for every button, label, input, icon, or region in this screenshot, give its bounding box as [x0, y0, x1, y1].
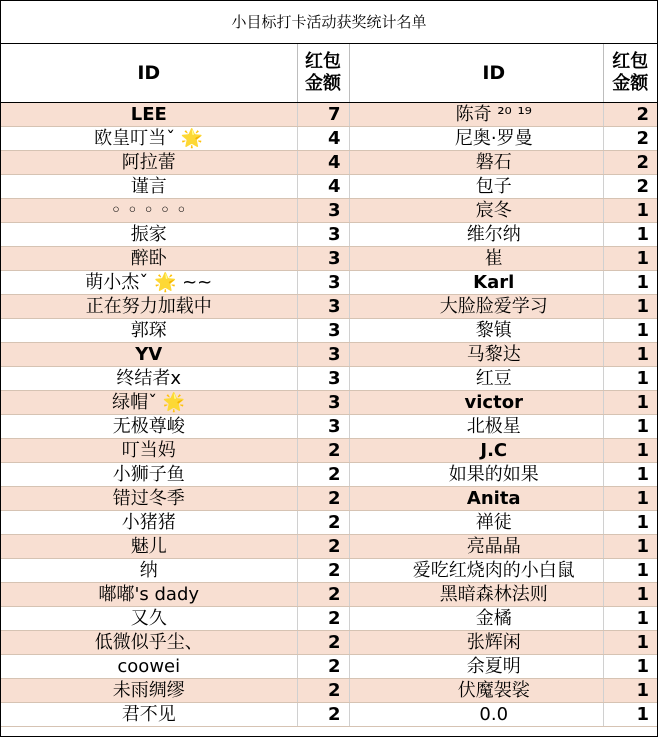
right-name-cell: 红豆 — [385, 367, 603, 391]
table-row — [1, 199, 657, 223]
left-amount-cell: 2 — [297, 607, 349, 631]
right-name-cell: 如果的如果 — [385, 463, 603, 487]
left-amount-cell: 2 — [297, 655, 349, 679]
header-amount-left-line2: 金额 — [305, 73, 341, 94]
left-name-cell: 魅儿 — [1, 535, 297, 559]
left-amount-cell: 3 — [297, 343, 349, 367]
gap-cell — [349, 127, 385, 151]
table-row — [1, 151, 657, 175]
table-row — [1, 679, 657, 703]
left-name-cell: 谨言 — [1, 175, 297, 199]
table-row — [1, 391, 657, 415]
left-amount-cell: 3 — [297, 223, 349, 247]
header-amount-left — [297, 44, 349, 103]
right-name-cell: 崔 — [385, 247, 603, 271]
left-amount-cell: 3 — [297, 199, 349, 223]
gap-cell — [349, 343, 385, 367]
left-name-cell: YV — [1, 343, 297, 367]
right-name-cell: 黎镇 — [385, 319, 603, 343]
left-name-cell: 小猪猪 — [1, 511, 297, 535]
left-name-cell: 终结者x — [1, 367, 297, 391]
table-row — [1, 439, 657, 463]
left-name-cell: 阿拉蕾 — [1, 151, 297, 175]
right-name-cell: 包子 — [385, 175, 603, 199]
gap-cell — [349, 319, 385, 343]
gap-cell — [349, 655, 385, 679]
right-amount-cell: 1 — [603, 439, 657, 463]
right-amount-cell: 2 — [603, 103, 657, 127]
left-name-cell: 又久 — [1, 607, 297, 631]
left-amount-cell: 2 — [297, 559, 349, 583]
right-name-cell: 张辉闲 — [385, 631, 603, 655]
gap-cell — [349, 415, 385, 439]
table-row — [1, 175, 657, 199]
right-name-cell: Karl — [385, 271, 603, 295]
right-name-cell: 金橘 — [385, 607, 603, 631]
left-name-cell: 绿帽ˇ 🌟 — [1, 391, 297, 415]
gap-cell — [349, 703, 385, 727]
left-amount-cell: 3 — [297, 391, 349, 415]
gap-cell — [349, 199, 385, 223]
left-amount-cell: 4 — [297, 127, 349, 151]
left-amount-cell: 3 — [297, 271, 349, 295]
right-amount-cell: 1 — [603, 487, 657, 511]
left-name-cell: 小狮子鱼 — [1, 463, 297, 487]
left-amount-cell: 2 — [297, 679, 349, 703]
table-row — [1, 103, 657, 127]
right-amount-cell: 1 — [603, 679, 657, 703]
gap-cell — [349, 439, 385, 463]
right-amount-cell: 1 — [603, 199, 657, 223]
left-name-cell: 萌小杰ˇ 🌟 ~~ — [1, 271, 297, 295]
right-name-cell: 马黎达 — [385, 343, 603, 367]
header-amount-right — [603, 44, 657, 103]
right-amount-cell: 2 — [603, 127, 657, 151]
right-amount-cell: 1 — [603, 295, 657, 319]
table-row — [1, 607, 657, 631]
right-amount-cell: 1 — [603, 655, 657, 679]
table-row — [1, 655, 657, 679]
table-row — [1, 583, 657, 607]
right-name-cell: J.C — [385, 439, 603, 463]
gap-cell — [349, 607, 385, 631]
left-amount-cell: 3 — [297, 319, 349, 343]
right-name-cell: 北极星 — [385, 415, 603, 439]
gap-cell — [349, 295, 385, 319]
header-gap — [349, 44, 385, 103]
left-amount-cell: 2 — [297, 463, 349, 487]
left-amount-cell: 2 — [297, 487, 349, 511]
right-name-cell: 尼奥·罗曼 — [385, 127, 603, 151]
table-row — [1, 367, 657, 391]
left-name-cell: 纳 — [1, 559, 297, 583]
left-name-cell: ◦ ◦ ◦ ◦ ◦ — [1, 199, 297, 223]
left-amount-cell: 7 — [297, 103, 349, 127]
left-amount-cell: 4 — [297, 175, 349, 199]
table-row — [1, 319, 657, 343]
gap-cell — [349, 391, 385, 415]
right-amount-cell: 1 — [603, 343, 657, 367]
table-row — [1, 487, 657, 511]
header-id-left: ID — [1, 44, 297, 103]
right-name-cell: 亮晶晶 — [385, 535, 603, 559]
left-amount-cell: 4 — [297, 151, 349, 175]
left-amount-cell: 3 — [297, 295, 349, 319]
header-amount-right-line1: 红包 — [612, 51, 649, 72]
right-name-cell: 宸冬 — [385, 199, 603, 223]
left-amount-cell: 2 — [297, 535, 349, 559]
sheet-title: 小目标打卡活动获奖统计名单 — [1, 1, 657, 44]
right-amount-cell: 1 — [603, 223, 657, 247]
right-amount-cell: 1 — [603, 631, 657, 655]
left-name-cell: 未雨绸缪 — [1, 679, 297, 703]
right-name-cell: 磐石 — [385, 151, 603, 175]
left-name-cell: 无极尊峻 — [1, 415, 297, 439]
gap-cell — [349, 535, 385, 559]
right-amount-cell: 1 — [603, 703, 657, 727]
left-name-cell: 欧皇叮当ˇ 🌟 — [1, 127, 297, 151]
gap-cell — [349, 271, 385, 295]
right-amount-cell: 1 — [603, 463, 657, 487]
table-row — [1, 559, 657, 583]
left-name-cell: 低微似乎尘、 — [1, 631, 297, 655]
left-amount-cell: 2 — [297, 583, 349, 607]
gap-cell — [349, 583, 385, 607]
table-row — [1, 631, 657, 655]
right-name-cell: victor — [385, 391, 603, 415]
right-name-cell: 禅徒 — [385, 511, 603, 535]
left-name-cell: LEE — [1, 103, 297, 127]
gap-cell — [349, 463, 385, 487]
table-row — [1, 703, 657, 727]
table-body — [1, 103, 657, 727]
left-name-cell: coowei — [1, 655, 297, 679]
gap-cell — [349, 559, 385, 583]
right-amount-cell: 1 — [603, 607, 657, 631]
right-name-cell: 陈奇 ²⁰ ¹⁹ — [385, 103, 603, 127]
gap-cell — [349, 631, 385, 655]
right-amount-cell: 1 — [603, 271, 657, 295]
left-name-cell: 郭琛 — [1, 319, 297, 343]
header-amount-right-line2: 金额 — [612, 73, 649, 94]
gap-cell — [349, 103, 385, 127]
gap-cell — [349, 367, 385, 391]
right-amount-cell: 1 — [603, 247, 657, 271]
table-row — [1, 271, 657, 295]
table-row — [1, 535, 657, 559]
right-name-cell: 余夏明 — [385, 655, 603, 679]
left-name-cell: 振家 — [1, 223, 297, 247]
left-name-cell: 叮当妈 — [1, 439, 297, 463]
left-name-cell: 嘟嘟's dady — [1, 583, 297, 607]
right-name-cell: 伏魔袈裟 — [385, 679, 603, 703]
right-amount-cell: 1 — [603, 583, 657, 607]
right-name-cell: Anita — [385, 487, 603, 511]
table-row — [1, 463, 657, 487]
right-amount-cell: 1 — [603, 511, 657, 535]
left-amount-cell: 2 — [297, 703, 349, 727]
gap-cell — [349, 487, 385, 511]
gap-cell — [349, 175, 385, 199]
left-name-cell: 错过冬季 — [1, 487, 297, 511]
left-amount-cell: 2 — [297, 439, 349, 463]
table-row — [1, 295, 657, 319]
right-amount-cell: 1 — [603, 535, 657, 559]
right-amount-cell: 2 — [603, 151, 657, 175]
gap-cell — [349, 151, 385, 175]
table-row — [1, 223, 657, 247]
table-row — [1, 127, 657, 151]
gap-cell — [349, 223, 385, 247]
table-row — [1, 247, 657, 271]
right-name-cell: 大脸脸爱学习 — [385, 295, 603, 319]
award-table — [1, 44, 657, 727]
left-amount-cell: 2 — [297, 631, 349, 655]
left-name-cell: 正在努力加载中 — [1, 295, 297, 319]
header-id-right: ID — [385, 44, 603, 103]
header-row — [1, 44, 657, 103]
table-row — [1, 343, 657, 367]
right-name-cell: 维尔纳 — [385, 223, 603, 247]
left-amount-cell: 3 — [297, 415, 349, 439]
gap-cell — [349, 679, 385, 703]
left-amount-cell: 3 — [297, 247, 349, 271]
right-amount-cell: 1 — [603, 559, 657, 583]
left-amount-cell: 3 — [297, 367, 349, 391]
header-amount-left-line1: 红包 — [305, 51, 341, 72]
gap-cell — [349, 511, 385, 535]
table-row — [1, 511, 657, 535]
gap-cell — [349, 247, 385, 271]
right-amount-cell: 2 — [603, 175, 657, 199]
left-amount-cell: 2 — [297, 511, 349, 535]
right-amount-cell: 1 — [603, 391, 657, 415]
right-name-cell: 0.0 — [385, 703, 603, 727]
right-amount-cell: 1 — [603, 319, 657, 343]
right-amount-cell: 1 — [603, 367, 657, 391]
right-name-cell: 黑暗森林法则 — [385, 583, 603, 607]
right-amount-cell: 1 — [603, 415, 657, 439]
right-name-cell: 爱吃红烧肉的小白鼠 — [385, 559, 603, 583]
left-name-cell: 醉卧 — [1, 247, 297, 271]
table-row — [1, 415, 657, 439]
left-name-cell: 君不见 — [1, 703, 297, 727]
